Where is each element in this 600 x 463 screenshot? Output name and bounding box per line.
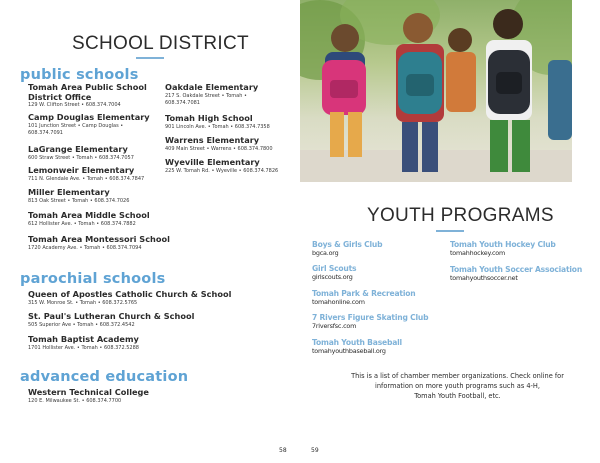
school-name: Warrens Elementary [165, 135, 260, 145]
children-backpacks-photo [300, 0, 572, 182]
title-underline [436, 230, 464, 232]
school-name: Queen of Apostles Catholic Church & School [28, 289, 232, 299]
program-website[interactable]: tomahyouthsoccer.net [450, 274, 518, 282]
program-entry [312, 264, 356, 281]
program-entry [312, 289, 415, 306]
title-underline [136, 57, 164, 59]
school-name: Lemonweir Elementary [28, 165, 135, 175]
school-name: Tomah Baptist Academy [28, 334, 139, 344]
school-address: 101 Junction Street • Camp Douglas • [28, 122, 124, 129]
school-address: 1720 Academy Ave. • Tomah • 608.374.7094 [28, 244, 142, 251]
school-entry [28, 290, 231, 307]
school-entry [28, 145, 134, 162]
school-name: Tomah Area Middle School [28, 210, 150, 220]
program-website[interactable]: tomahonline.com [312, 298, 365, 306]
programs-note [330, 371, 585, 401]
public-schools-heading: public schools [20, 67, 139, 83]
school-name: Camp Douglas Elementary [28, 112, 150, 122]
program-name: Tomah Youth Baseball [312, 338, 402, 347]
school-address: 612 Hollister Ave. • Tomah • 608.374.7882 [28, 220, 136, 227]
note-line: information on more youth programs such as 4-H, [374, 382, 540, 390]
school-address: 1701 Hollister Ave. • Tomah • 608.372.5288 [28, 344, 139, 351]
program-website[interactable]: bgca.org [312, 249, 339, 257]
program-website[interactable]: tomahhockey.com [450, 249, 506, 257]
school-name: Tomah Area Public School [28, 82, 147, 92]
school-entry [28, 188, 129, 205]
school-name: Miller Elementary [28, 187, 110, 197]
school-address: 129 W. Clifton Street • 608.374.7004 [28, 102, 121, 108]
school-entry [28, 113, 150, 137]
school-name: Tomah High School [165, 113, 253, 123]
program-name: Girl Scouts [312, 264, 357, 273]
program-entry [450, 240, 556, 257]
school-address: 120 E. Milwaukee St. • 608.374.7700 [28, 397, 122, 404]
program-entry [450, 265, 582, 282]
school-name: St. Paul's Lutheran Church & School [28, 311, 195, 321]
program-entry [312, 240, 382, 257]
advanced-education-heading: advanced education [20, 369, 189, 385]
school-name: Tomah Area Montessori School [28, 234, 170, 244]
youth-programs-title: YOUTH PROGRAMS [367, 205, 554, 226]
program-entry [312, 313, 428, 330]
school-address: 225 W. Tomah Rd. • Wyeville • 608.374.7826 [165, 167, 279, 174]
school-entry [28, 312, 194, 329]
school-name: Western Technical College [28, 387, 149, 397]
page-number-left: 58 [279, 447, 287, 454]
program-name: Tomah Youth Soccer Association [450, 265, 583, 274]
school-name: Wyeville Elementary [165, 157, 260, 167]
school-address: 608.374.7091 [28, 129, 63, 136]
program-website[interactable]: girlscouts.org [312, 273, 353, 281]
program-name: Tomah Youth Hockey Club [450, 240, 556, 249]
school-district-title: SCHOOL DISTRICT [72, 33, 249, 54]
school-address: 608.374.7081 [165, 99, 200, 106]
school-entry [28, 235, 170, 252]
page-number-right: 59 [311, 447, 319, 454]
school-entry [165, 136, 273, 153]
school-entry [165, 158, 278, 175]
program-name: 7 Rivers Figure Skating Club [312, 313, 429, 322]
program-name: Tomah Park & Recreation [312, 289, 416, 298]
school-address: 711 N. Glendale Ave. • Tomah • 608.374.7847 [28, 175, 145, 182]
school-entry [28, 211, 150, 228]
school-name: District Office [28, 91, 92, 102]
school-entry [28, 335, 139, 352]
school-address: 409 Main Street • Warrens • 608.374.7800 [165, 145, 273, 152]
program-entry [312, 338, 402, 355]
school-entry [165, 83, 258, 107]
school-address: 217 S. Oakdale Street • Tomah • [165, 92, 247, 99]
school-name: LaGrange Elementary [28, 144, 128, 154]
note-line: Tomah Youth Football, etc. [414, 392, 501, 400]
school-address: 901 Lincoln Ave. • Tomah • 608.374.7358 [165, 123, 270, 130]
program-name: Boys & Girls Club [312, 240, 383, 249]
school-entry [28, 388, 149, 405]
school-address: 315 W. Monroe St. • Tomah • 608.372.5765 [28, 299, 138, 306]
program-website[interactable]: tomahyouthbaseball.org [312, 347, 386, 355]
right-page [300, 0, 600, 463]
program-website[interactable]: 7riversfsc.com [312, 322, 357, 330]
school-name: Oakdale Elementary [165, 82, 259, 92]
school-entry [165, 114, 270, 131]
school-address: 813 Oak Street • Tomah • 608.374.7026 [28, 197, 130, 204]
school-entry [28, 166, 144, 183]
school-address: 600 Straw Street • Tomah • 608.374.7057 [28, 154, 134, 161]
school-address: 505 Superior Ave • Tomah • 608.372.4542 [28, 321, 135, 328]
note-line: This is a list of chamber member organizations. Check online for [351, 372, 564, 380]
school-entry [28, 83, 147, 109]
parochial-schools-heading: parochial schools [20, 271, 166, 287]
